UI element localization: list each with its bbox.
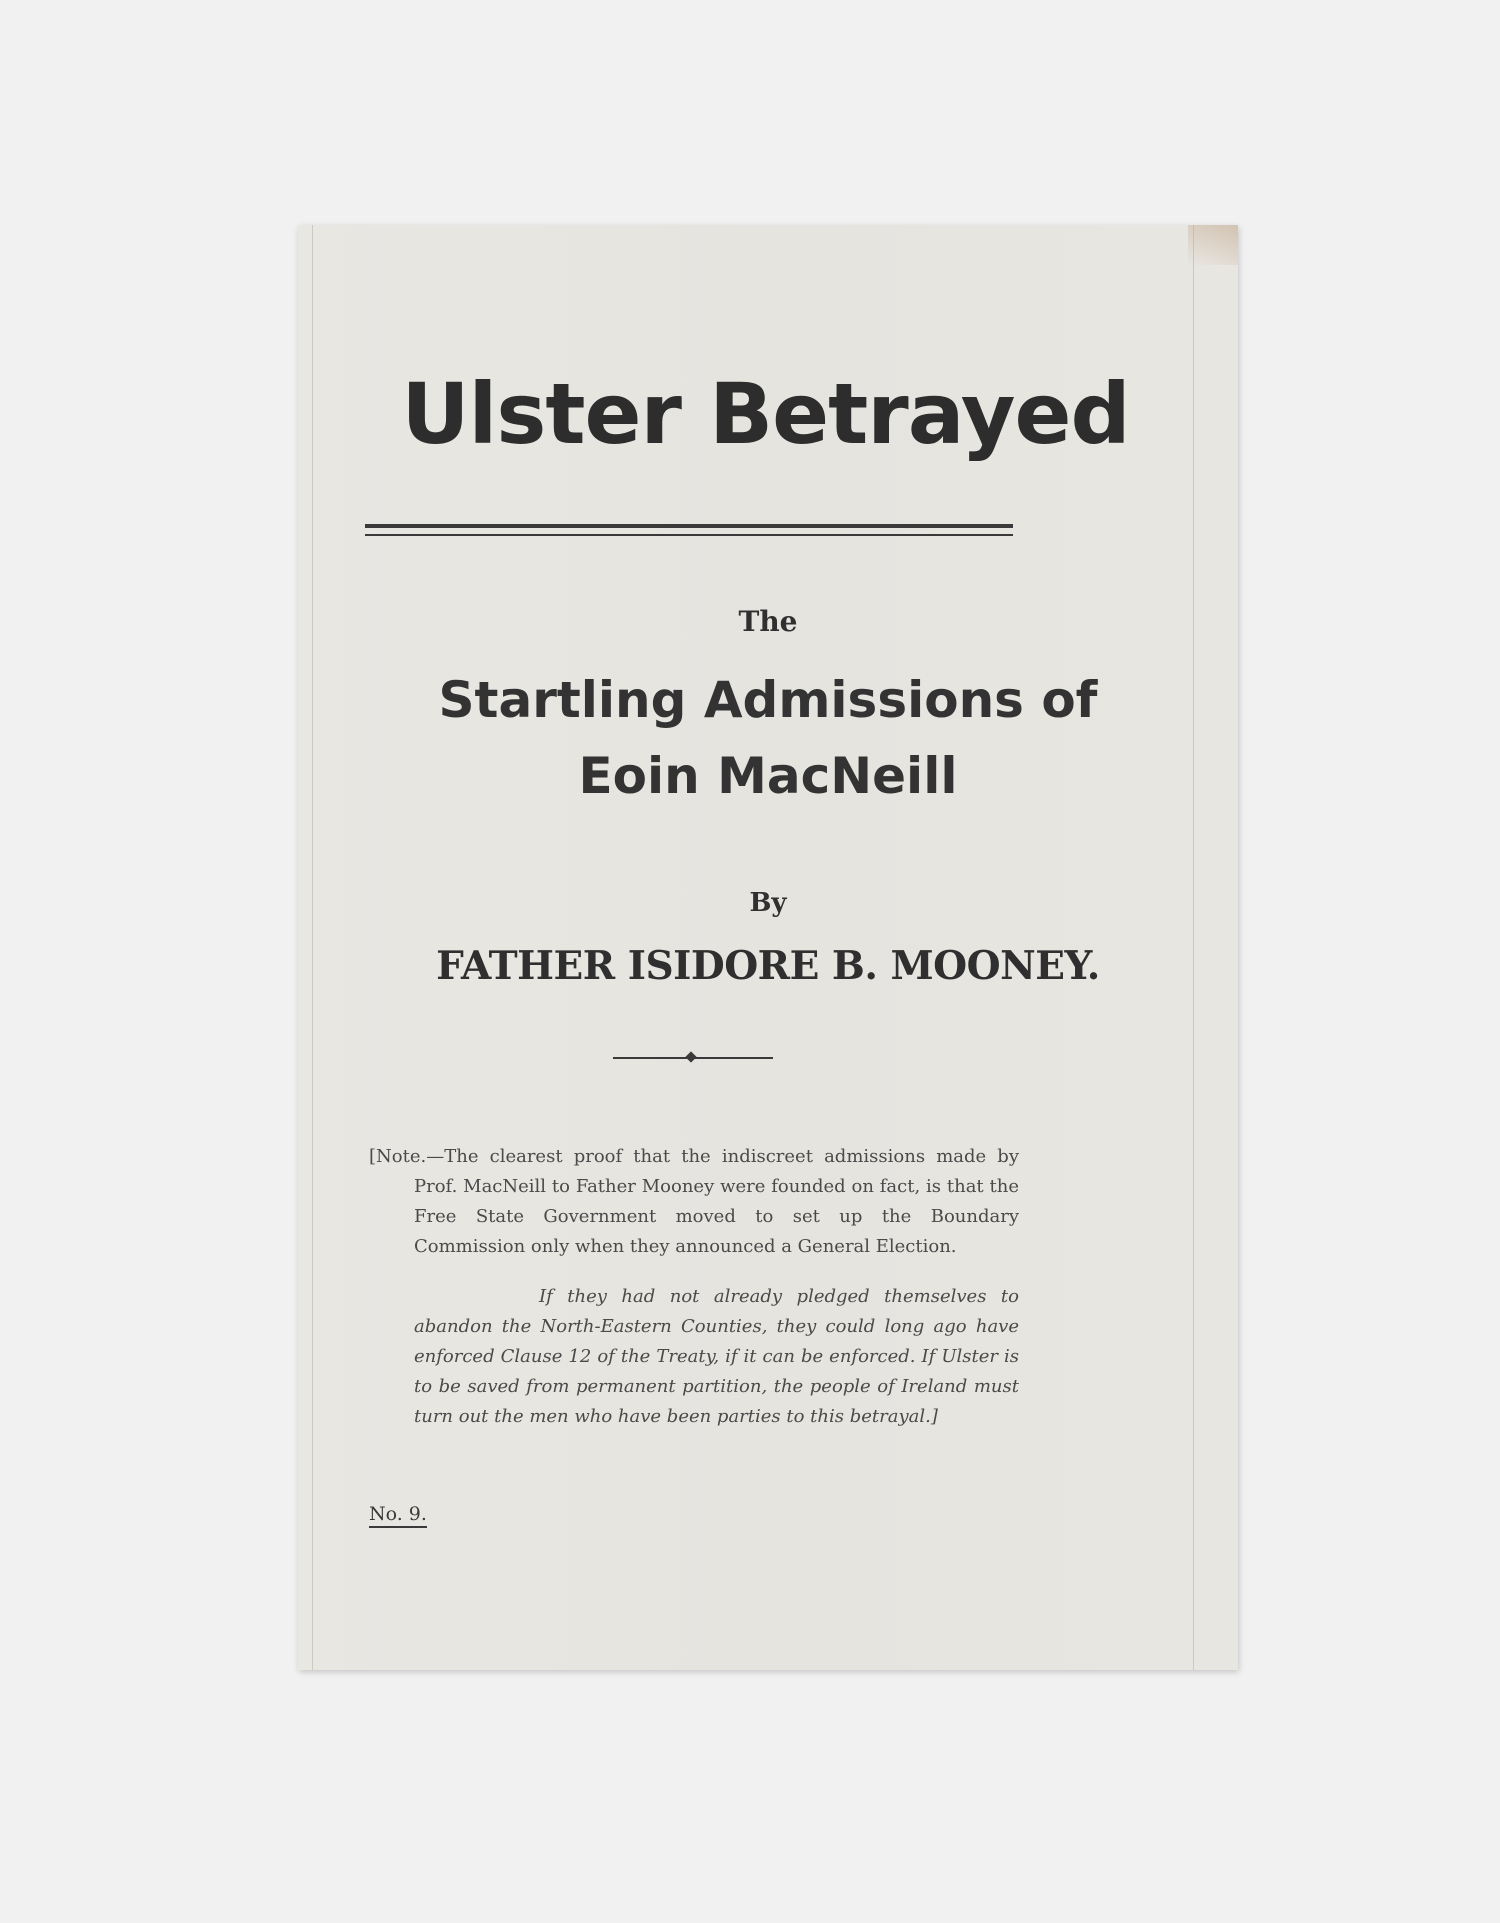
by-label: By [749, 888, 787, 918]
divider-ornament [685, 1051, 696, 1062]
pre-subtitle: The [738, 605, 798, 638]
pamphlet-title: Ulster Betrayed [401, 365, 1130, 463]
pamphlet-page [298, 225, 1238, 1670]
note-italic-paragraph: If they had not already pledged themselves to abandon the North-Eastern Counties, they could long ago have enforced Clause 12 of the Treaty, if it can be enforced. If Ulster is to be saved from permanent partition, the people of Ireland must turn out the men who have been parties to this betrayal.] [414, 1286, 1019, 1427]
subtitle-line-2: Eoin MacNeill [578, 747, 958, 805]
pamphlet-number: No. 9. [369, 1503, 427, 1528]
note-block [369, 1142, 1019, 1432]
author-name: FATHER ISIDORE B. MOONEY. [436, 943, 1100, 989]
subtitle-line-1: Startling Admissions of [438, 671, 1098, 729]
pamphlet-subtitle [298, 662, 1238, 814]
title-rule [365, 524, 1013, 536]
note-paragraph: [Note.—The clearest proof that the indiscreet admissions made by Prof. MacNeill to Father Mooney were founded on fact, is that the Free State Government moved to set up the Boundary Commission only when they announced a General Election. [369, 1146, 1019, 1257]
